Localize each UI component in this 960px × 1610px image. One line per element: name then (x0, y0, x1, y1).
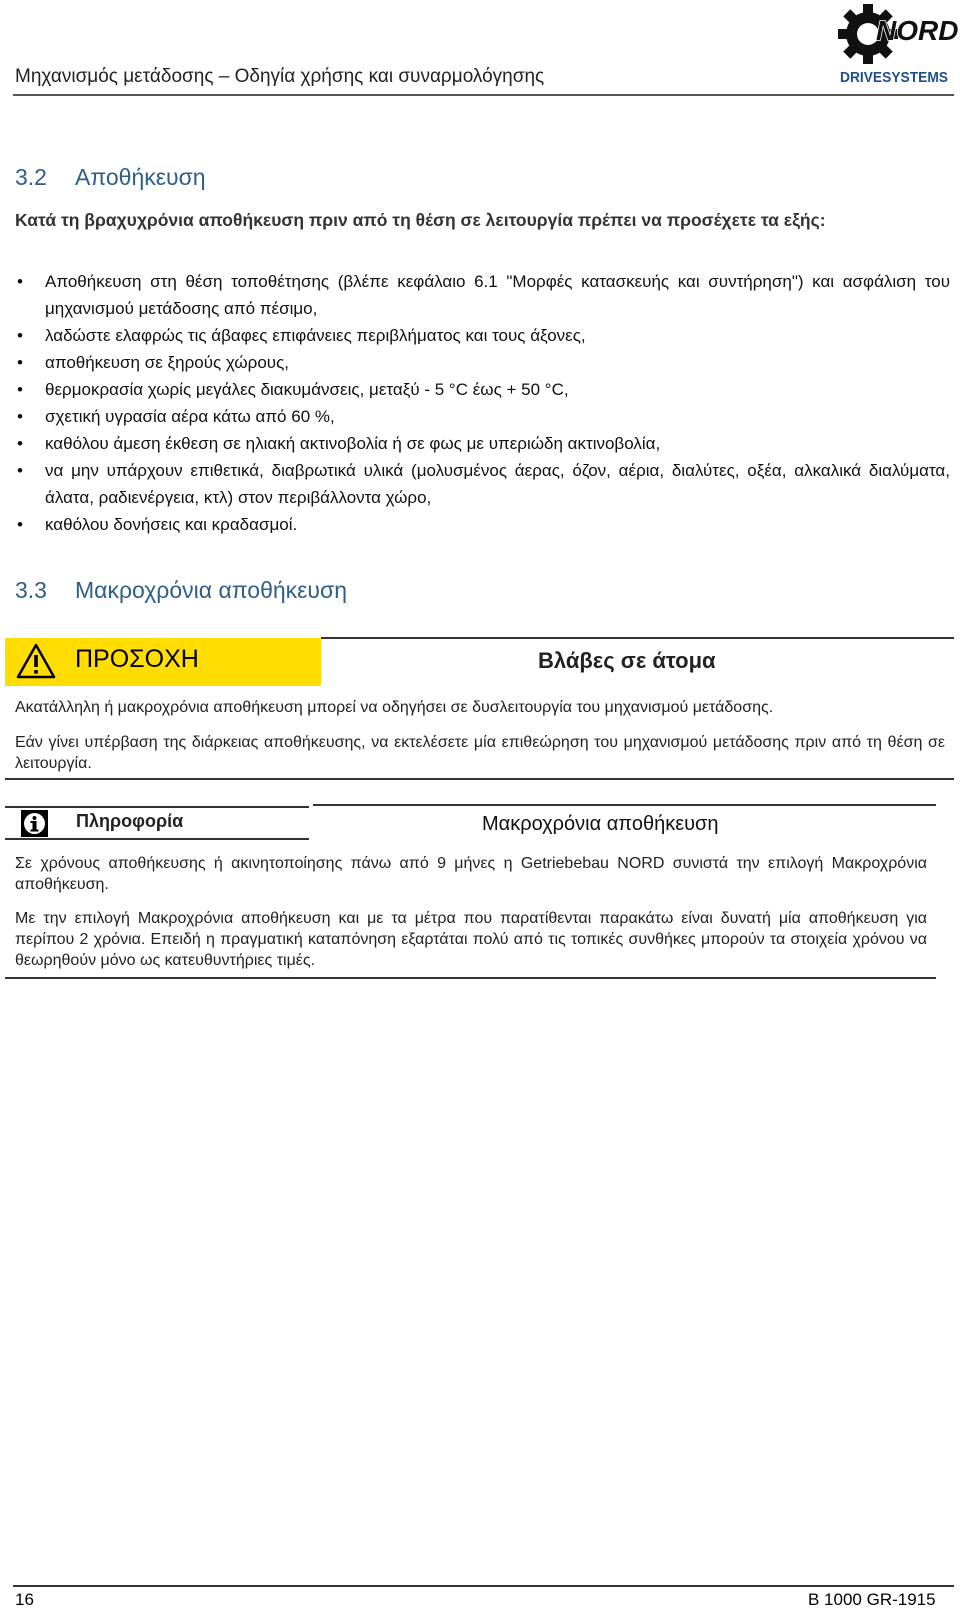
caution-top-rule (321, 637, 954, 639)
list-item: • Αποθήκευση στη θέση τοποθέτησης (βλέπε κεφάλαιο 6.1 "Μορφές κατασκευής και συντήρηση") και ασφάλιση του μηχανισμού μετάδοσης από πέσιμο, (15, 268, 950, 322)
svg-text:NORD: NORD (876, 15, 959, 46)
footer-rule (13, 1585, 954, 1587)
section-title: Μακροχρόνια αποθήκευση (75, 577, 347, 603)
info-paragraph: Σε χρόνους αποθήκευσης ή ακινητοποίησης πάνω από 9 μήνες η Getriebebau NORD συνιστά την επιλογή Μακροχρόνια αποθήκευση. (15, 855, 927, 893)
warning-triangle-icon (16, 643, 56, 679)
section-heading-3-3 (15, 577, 347, 604)
list-item: • να μην υπάρχουν επιθετικά, διαβρωτικά υλικά (μολυσμένος άερας, όζον, αέρια, διαλύτες, οξέα, αλκαλικά διαλύματα, άλατα, ραδιενέργεια, κτλ) στον περιβάλλοντα χώρο, (15, 457, 950, 511)
caution-bottom-rule (5, 778, 954, 780)
info-top-rule (313, 804, 936, 806)
svg-text:DRIVESYSTEMS: DRIVESYSTEMS (840, 69, 948, 86)
list-item: • αποθήκευση σε ξηρούς χώρους, (15, 349, 950, 376)
list-item: • λαδώστε ελαφρώς τις άβαφες επιφάνειες περιβλήματος και τους άξονες, (15, 322, 950, 349)
section-number: 3.3 (15, 577, 47, 603)
list-item: • σχετική υγρασία αέρα κάτω από 60 %, (15, 403, 950, 430)
document-code: B 1000 GR-1915 (808, 1590, 936, 1609)
section-title: Αποθήκευση (75, 164, 206, 190)
caution-title: Βλάβες σε άτομα (538, 648, 716, 673)
list-item: • καθόλου άμεση έκθεση σε ηλιακή ακτινοβολία ή σε φως με υπεριώδη ακτινοβολία, (15, 430, 950, 457)
info-bottom-rule (5, 977, 936, 979)
header-rule (13, 94, 954, 96)
storage-requirements-list (15, 268, 950, 538)
info-label-rule (5, 838, 309, 840)
section-number: 3.2 (15, 164, 47, 190)
nord-logo (838, 0, 959, 90)
info-icon (21, 810, 48, 837)
info-title: Μακροχρόνια αποθήκευση (482, 813, 719, 835)
list-item: • καθόλου δονήσεις και κραδασμοί. (15, 511, 950, 538)
caution-label: ΠΡΟΣΟΧΗ (75, 645, 199, 673)
section-lead-text: Κατά τη βραχυχρόνια αποθήκευση πριν από τη θέση σε λειτουργία πρέπει να προσέχετε τα εξής: (15, 210, 826, 230)
document-header-title: Μηχανισμός μετάδοσης – Οδηγία χρήσης και συναρμολόγησης (15, 66, 545, 87)
info-left-rule (5, 806, 309, 808)
page-number: 16 (15, 1590, 34, 1609)
caution-paragraph: Ακατάλληλη ή μακροχρόνια αποθήκευση μπορεί να οδηγήσει σε δυσλειτουργία του μηχανισμού μετάδοσης. (15, 699, 774, 716)
section-heading-3-2 (15, 164, 206, 191)
caution-paragraph: Εάν γίνει υπέρβαση της διάρκειας αποθήκευσης, να εκτελέσετε μία επιθεώρηση του μηχανισμού μετάδοσης πριν από τη θέση σε λειτουργία. (15, 734, 945, 772)
list-item: • θερμοκρασία χωρίς μεγάλες διακυμάνσεις, μεταξύ - 5 °C έως + 50 °C, (15, 376, 950, 403)
info-paragraph: Με την επιλογή Μακροχρόνια αποθήκευση και με τα μέτρα που παρατίθενται παρακάτω είναι δυνατή μία αποθήκευση για περίπου 2 χρόνια. Επειδή η πραγματική καταπόνηση εξαρτάται πολύ από τις τοπικές συνθήκες μπορούν τα στοιχεία χρόνου να θεωρηθούν μόνο ως κατευθυντήριες τιμές. (15, 910, 927, 969)
info-label: Πληροφορία (76, 811, 184, 831)
